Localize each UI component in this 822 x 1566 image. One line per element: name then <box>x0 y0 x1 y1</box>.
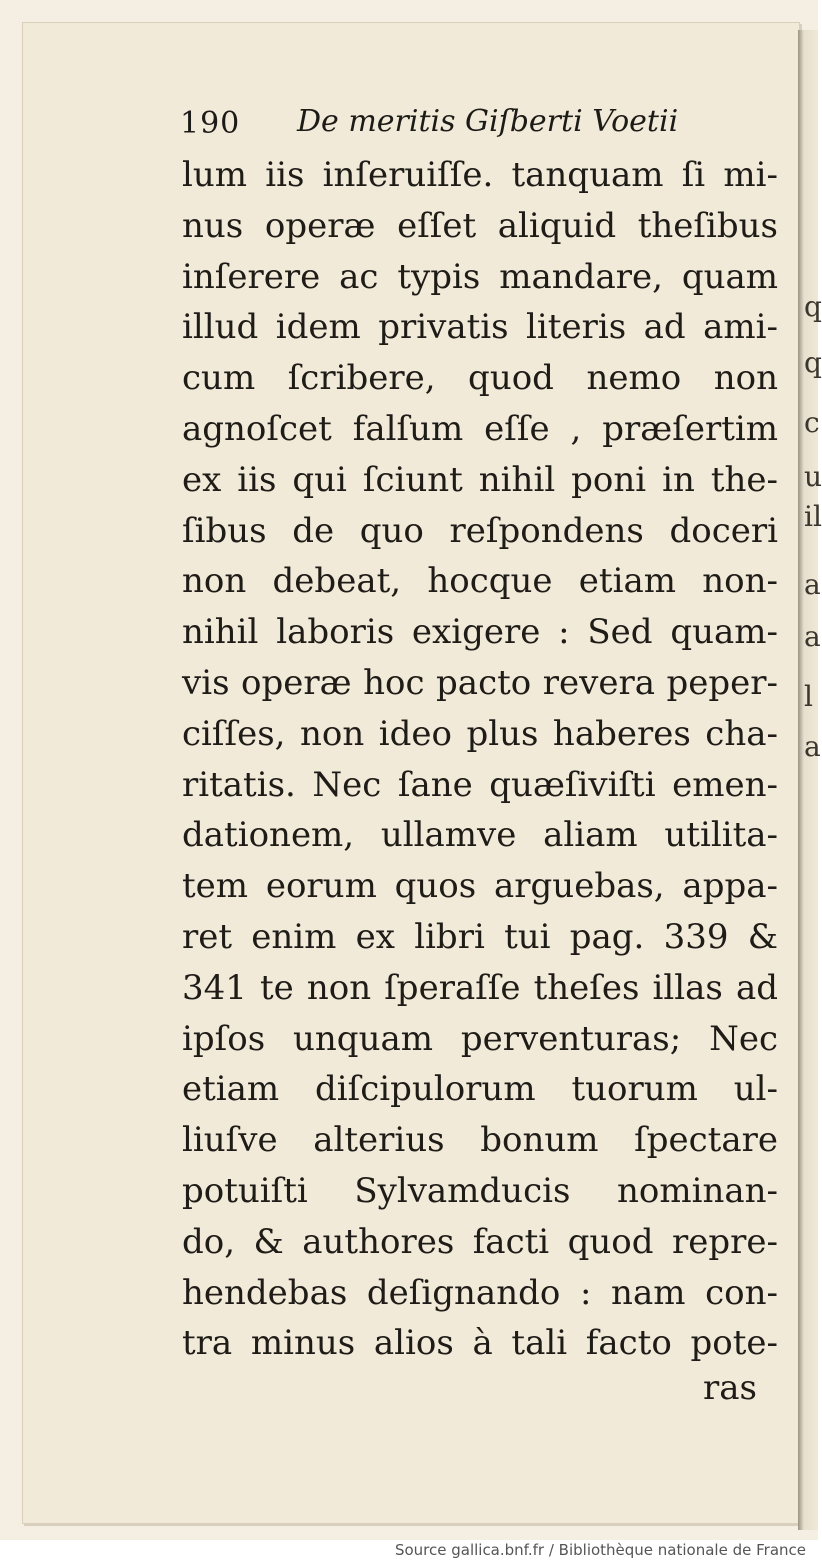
edge-letter: a <box>804 568 821 601</box>
text-line: hendebas deſignando : nam con- <box>182 1272 778 1313</box>
facing-page-edge <box>798 30 818 1530</box>
edge-letter: q <box>804 346 822 379</box>
text-line: ciſſes, non ideo plus haberes cha- <box>182 713 778 754</box>
text-line: cum ſcribere, quod nemo non <box>182 358 778 399</box>
text-line: inſerere ac typis mandare, quam <box>182 256 778 297</box>
text-line: 341 te non ſperaſſe theſes illas ad <box>182 967 778 1008</box>
page-header <box>180 100 780 150</box>
text-line: nihil laboris exigere : Sed quam- <box>182 612 778 653</box>
edge-letter: c <box>804 406 820 439</box>
text-line: agnoſcet falſum eſſe , præſertim <box>182 408 778 449</box>
text-line: tra minus alios à tali facto pote- <box>182 1323 778 1364</box>
edge-letter: a <box>804 730 821 763</box>
catchword: ras <box>703 1368 757 1408</box>
text-line: tem eorum quos arguebas, appa- <box>182 866 778 907</box>
body-text <box>182 150 778 1369</box>
source-credit: Source gallica.bnf.fr / Bibliothèque nationale de France <box>394 1541 806 1559</box>
text-line: do, & authores facti quod repre- <box>182 1221 778 1262</box>
edge-letter: l <box>804 680 813 713</box>
edge-letter: il <box>804 500 822 533</box>
text-line: ex iis qui ſciunt nihil poni in the- <box>182 459 778 500</box>
edge-letter: a <box>804 620 821 653</box>
text-line: ſibus de quo reſpondens doceri <box>182 510 778 551</box>
running-title: De meritis Giſberti Voetii <box>297 104 679 139</box>
edge-letter: u <box>804 460 822 493</box>
edge-letter: q <box>804 290 822 323</box>
text-line: ipſos unquam perventuras; Nec <box>182 1018 778 1059</box>
text-line: non debeat, hocque etiam non- <box>182 561 778 602</box>
text-line: ritatis. Nec ſane quæſiviſti emen- <box>182 764 778 805</box>
text-line: vis operæ hoc pacto revera peper- <box>182 662 778 703</box>
text-line: ret enim ex libri tui pag. 339 & <box>182 916 778 957</box>
text-line: lum iis inſeruiſſe. tanquam ſi mi- <box>182 155 778 195</box>
text-line: dationem, ullamve aliam utilita- <box>182 815 778 856</box>
text-line: illud idem privatis literis ad ami- <box>182 307 778 348</box>
text-line: nus operæ eſſet aliquid theſibus <box>182 205 778 246</box>
page-number: 190 <box>180 106 241 141</box>
text-line: potuiſti Sylvamducis nominan- <box>182 1170 778 1211</box>
text-line: etiam diſcipulorum tuorum ul- <box>182 1069 778 1110</box>
text-line: liuſve alterius bonum ſpectare <box>182 1120 778 1161</box>
